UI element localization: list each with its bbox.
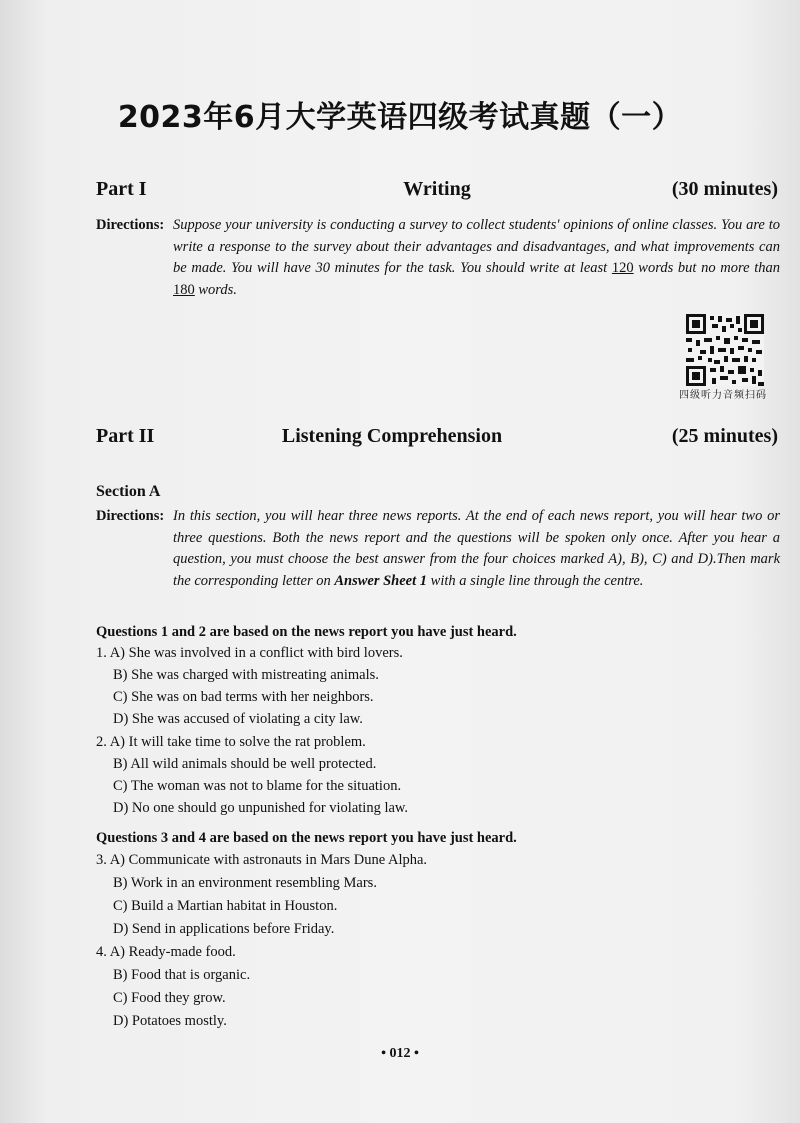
page-number: • 012 • xyxy=(381,1046,419,1061)
option-text: A) She was involved in a conflict with bird lovers. xyxy=(109,645,403,661)
option-q4-a[interactable] xyxy=(96,942,236,962)
part1-directions-middle: words but no more than xyxy=(633,260,780,276)
option-q3-c[interactable]: C) Build a Martian habitat in Houston. xyxy=(113,898,338,914)
option-q2-a[interactable] xyxy=(96,732,366,752)
option-text: A) Ready-made food. xyxy=(109,944,236,960)
part2-label: Part II xyxy=(96,425,155,447)
option-q2-b[interactable]: B) All wild animals should be well protected. xyxy=(113,756,377,772)
option-q1-b[interactable]: B) She was charged with mistreating animals. xyxy=(113,667,379,683)
part1-name: Writing xyxy=(403,178,471,200)
part1-directions-end: words. xyxy=(194,281,237,298)
option-q4-d[interactable]: D) Potatoes mostly. xyxy=(113,1013,227,1029)
option-text: A) It will take time to solve the rat problem. xyxy=(109,734,366,750)
question-group-heading: Questions 1 and 2 are based on the news report you have just heard. xyxy=(96,624,517,640)
part1-directions-label: Directions: xyxy=(96,217,165,233)
question-group-heading: Questions 3 and 4 are based on the news report you have just heard. xyxy=(96,830,517,846)
question-number: 3. xyxy=(96,852,107,868)
option-q1-d[interactable]: D) She was accused of violating a city law. xyxy=(113,711,363,727)
part1-header xyxy=(96,174,778,204)
option-q2-d[interactable]: D) No one should go unpunished for violating law. xyxy=(113,800,409,816)
min-word-count: 120 xyxy=(611,260,634,276)
part1-directions-main: Suppose your university is conducting a survey to collect students' opinions of online classes. You are to write a response to the survey about their advantages and disadvantages, and what improvements can be made. You will have 30 minutes for the task. You should write at least xyxy=(173,217,780,276)
part2-directions-text xyxy=(173,506,780,592)
qr-code-image[interactable] xyxy=(686,314,764,386)
part1-label: Part I xyxy=(96,178,147,200)
question-number: 2. xyxy=(96,734,107,750)
option-q4-b[interactable]: B) Food that is organic. xyxy=(113,967,251,983)
option-q2-c[interactable]: C) The woman was not to blame for the situation. xyxy=(113,778,402,794)
qr-caption: 四级听力音频扫码 xyxy=(679,390,767,401)
option-q1-a[interactable] xyxy=(96,643,403,663)
question-number: 4. xyxy=(96,944,107,960)
part1-time: (30 minutes) xyxy=(671,178,778,200)
option-text: A) Communicate with astronauts in Mars Dune Alpha. xyxy=(109,852,428,868)
part2-time: (25 minutes) xyxy=(671,425,778,447)
option-q3-b[interactable]: B) Work in an environment resembling Mars. xyxy=(113,875,377,891)
part2-directions xyxy=(96,506,780,592)
max-word-count: 180 xyxy=(173,281,195,298)
answer-sheet-label: Answer Sheet 1 xyxy=(334,572,428,589)
part2-header xyxy=(96,421,778,451)
part2-directions-label: Directions: xyxy=(96,508,165,524)
part1-directions xyxy=(96,215,780,301)
part2-directions-main: In this section, you will hear three news reports. At the end of each news report, you will hear two or three questions. Both the news report and the questions will be spoken only once. After you hear a question, you must choose the best answer from the four choices marked A), B), C) and D).Then mark the corresponding letter on xyxy=(173,508,780,589)
part2-name: Listening Comprehension xyxy=(281,425,503,447)
option-q4-c[interactable]: C) Food they grow. xyxy=(113,990,226,1006)
part1-directions-text xyxy=(173,215,780,301)
page-title: 2023年6月大学英语四级考试真题（一） xyxy=(117,100,683,135)
section-a-title: Section A xyxy=(96,483,161,500)
question-number: 1. xyxy=(96,645,107,661)
option-q3-d[interactable]: D) Send in applications before Friday. xyxy=(113,921,335,937)
option-q1-c[interactable]: C) She was on bad terms with her neighbors. xyxy=(113,689,374,705)
option-q3-a[interactable] xyxy=(96,850,427,870)
part2-directions-end: with a single line through the centre. xyxy=(427,572,644,589)
